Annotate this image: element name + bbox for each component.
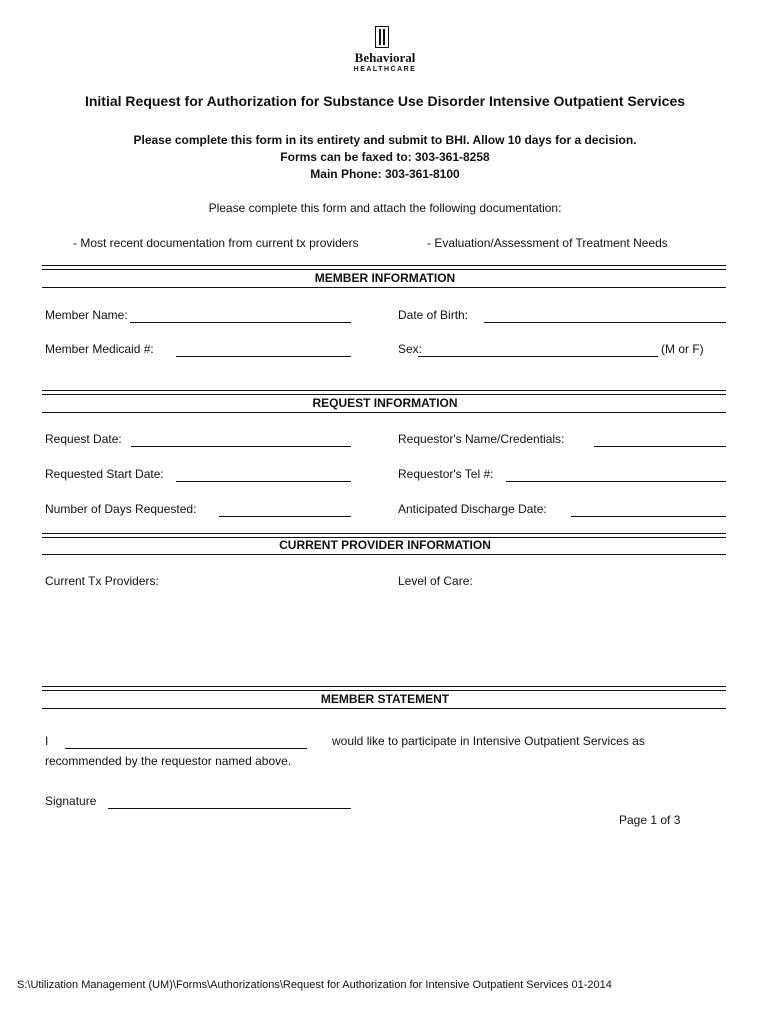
signature-field[interactable] bbox=[108, 808, 351, 809]
section-rule bbox=[42, 265, 726, 270]
member-info-heading: MEMBER INFORMATION bbox=[314, 271, 456, 285]
member-statement-name-field[interactable] bbox=[65, 748, 307, 749]
section-rule bbox=[42, 686, 726, 691]
sex-label: Sex: bbox=[398, 342, 423, 356]
request-date-field[interactable] bbox=[131, 446, 351, 447]
section-rule bbox=[42, 708, 726, 709]
member-statement-heading: MEMBER STATEMENT bbox=[320, 692, 450, 706]
request-date-label: Request Date: bbox=[45, 432, 122, 446]
dob-field[interactable] bbox=[484, 322, 726, 323]
intro-phone: Main Phone: 303-361-8100 bbox=[310, 167, 460, 181]
statement-i: I bbox=[45, 734, 49, 748]
requestor-tel-field[interactable] bbox=[506, 481, 726, 482]
attach-instruction: Please complete this form and attach the following documentation: bbox=[208, 201, 562, 215]
section-rule bbox=[42, 554, 726, 555]
form-title: Initial Request for Authorization for Substance Use Disorder Intensive Outpatient Services bbox=[84, 93, 686, 109]
section-rule bbox=[42, 390, 726, 395]
page-number: Page 1 of 3 bbox=[619, 813, 681, 827]
statement-text-2: recommended by the requestor named above. bbox=[45, 754, 292, 768]
days-label: Number of Days Requested: bbox=[45, 502, 197, 516]
member-name-label: Member Name: bbox=[45, 308, 128, 322]
request-info-heading: REQUEST INFORMATION bbox=[312, 396, 458, 410]
start-date-label: Requested Start Date: bbox=[45, 467, 164, 481]
sex-suffix: (M or F) bbox=[661, 342, 704, 356]
intro-line-1: Please complete this form in its entirety and submit to BHI. Allow 10 days for a decision. bbox=[133, 133, 637, 147]
section-rule bbox=[42, 287, 726, 288]
requestor-name-label: Requestor's Name/Credentials: bbox=[398, 432, 565, 446]
logo-subtitle: HEALTHCARE bbox=[353, 66, 417, 73]
start-date-field[interactable] bbox=[176, 481, 351, 482]
attach-bullet-2: - Evaluation/Assessment of Treatment Needs bbox=[427, 236, 668, 250]
logo-bar bbox=[379, 29, 381, 45]
provider-info-heading: CURRENT PROVIDER INFORMATION bbox=[279, 538, 491, 552]
intro-fax: Forms can be faxed to: 303-361-8258 bbox=[280, 150, 490, 164]
requestor-tel-label: Requestor's Tel #: bbox=[398, 467, 494, 481]
member-name-field[interactable] bbox=[130, 322, 351, 323]
sex-field[interactable] bbox=[418, 356, 658, 357]
discharge-label: Anticipated Discharge Date: bbox=[398, 502, 547, 516]
level-of-care-label: Level of Care: bbox=[398, 574, 473, 588]
requestor-name-field[interactable] bbox=[594, 446, 726, 447]
medicaid-label: Member Medicaid #: bbox=[45, 342, 154, 356]
signature-label: Signature bbox=[45, 794, 97, 808]
section-rule bbox=[42, 412, 726, 413]
attach-bullet-1: - Most recent documentation from current tx providers bbox=[73, 236, 359, 250]
logo-name: Behavioral bbox=[354, 50, 416, 65]
providers-label: Current Tx Providers: bbox=[45, 574, 159, 588]
medicaid-field[interactable] bbox=[176, 356, 351, 357]
statement-text-1: would like to participate in Intensive Outpatient Services as bbox=[332, 734, 645, 748]
logo-mark-icon bbox=[375, 26, 389, 48]
logo-bar bbox=[383, 29, 385, 45]
dob-label: Date of Birth: bbox=[398, 308, 469, 322]
discharge-field[interactable] bbox=[571, 516, 726, 517]
footer-file-path: S:\Utilization Management (UM)\Forms\Authorizations\Request for Authorization for Intensive Outpatient Services 01-2014 bbox=[17, 979, 612, 991]
days-field[interactable] bbox=[219, 516, 351, 517]
